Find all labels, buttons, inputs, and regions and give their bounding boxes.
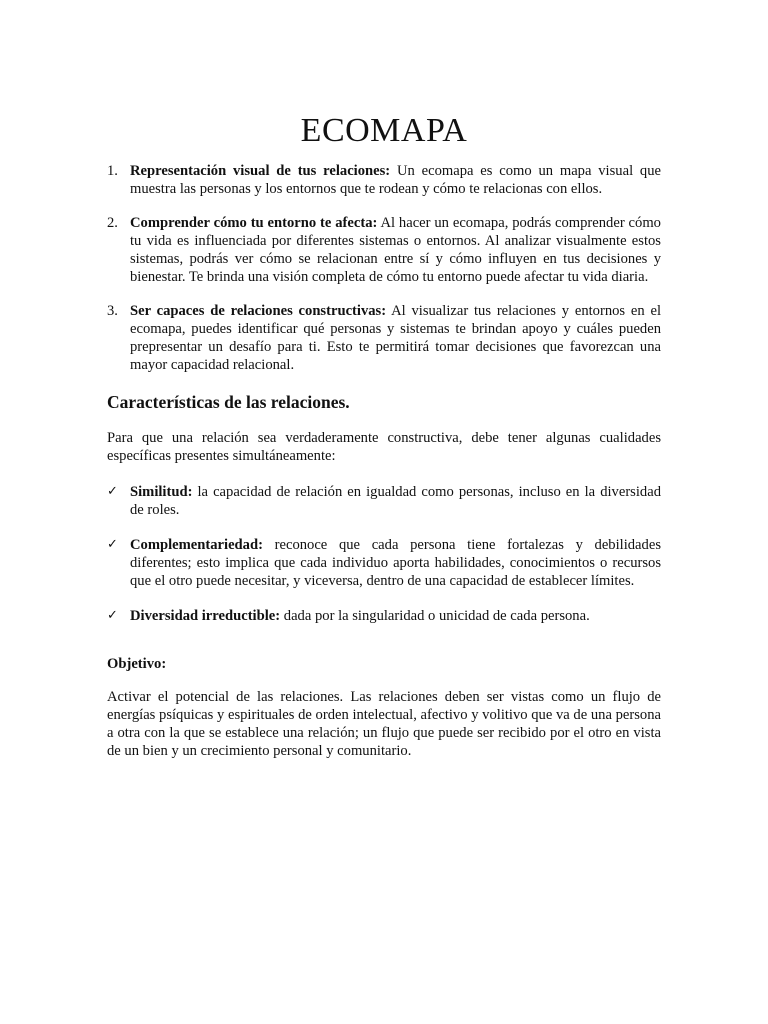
- list-number: 1.: [107, 163, 118, 179]
- check-item-lead: Similitud:: [130, 484, 193, 500]
- list-item-lead: Ser capaces de relaciones constructivas:: [130, 303, 387, 319]
- list-item-lead: Comprender cómo tu entorno te afecta:: [130, 215, 378, 231]
- objective-paragraph: Activar el potencial de las relaciones. Las relaciones deben ser vistas como un flujo de energías psíquicas y espirituales de orden intelectual, afectivo y volitivo que va de una persona a otra con la que se establece una relación; un flujo que puede ser recibido por el otro en vista de un bien y un crecimiento personal y comunitario.: [107, 689, 661, 759]
- check-item-lead: Diversidad irreductible:: [130, 608, 281, 624]
- check-item-text: reconoce que cada persona tiene fortalezas y debilidades diferentes; esto implica que cada individuo aporta habilidades, conocimientos o recursos que el otro puede necesitar, y viceversa, dentro de una capacidad de establecer límites.: [130, 537, 661, 589]
- list-item: [107, 302, 661, 374]
- check-item: [107, 483, 661, 519]
- list-item-text: Un ecomapa es como un mapa visual que muestra las personas y los entornos que te rodean y cómo te relacionas con ellos.: [130, 163, 661, 197]
- list-number: 3.: [107, 303, 118, 319]
- document-title: ECOMAPA: [300, 112, 468, 149]
- check-item: [107, 536, 661, 590]
- checkmark-icon: ✓: [107, 608, 118, 623]
- check-item-text: la capacidad de relación en igualdad como personas, incluso en la diversidad de roles.: [130, 484, 661, 518]
- intro-paragraph: Para que una relación sea verdaderamente constructiva, debe tener algunas cualidades específicas presentes simultáneamente:: [107, 430, 661, 464]
- checkmark-list: [107, 483, 661, 625]
- list-number: 2.: [107, 215, 118, 231]
- checkmark-icon: ✓: [107, 537, 118, 552]
- check-item: [107, 607, 661, 625]
- numbered-list: [107, 162, 661, 374]
- list-item-text: Al hacer un ecomapa, podrás comprender cómo tu vida es influenciada por diferentes sistemas o entornos. Al analizar visualmente estos sistemas, podrás ver cómo se relacionan entre sí y cómo influyen en tus decisiones y bienestar. Te brinda una visión completa de cómo tu entorno puede afectar tu vida diaria.: [130, 215, 661, 285]
- objective-heading: Objetivo:: [107, 656, 167, 672]
- check-item-text: dada por la singularidad o unicidad de cada persona.: [280, 608, 590, 624]
- check-item-lead: Complementariedad:: [130, 537, 263, 553]
- section-heading: Características de las relaciones.: [107, 392, 350, 412]
- list-item-lead: Representación visual de tus relaciones:: [130, 163, 391, 179]
- list-item: [107, 162, 661, 198]
- list-item-text: Al visualizar tus relaciones y entornos en el ecomapa, puedes identificar qué personas y sistemas te brindan apoyo y cuáles pueden prepresentar un desafío para ti. Esto te permitirá tomar decisiones que favorezcan una mayor capacidad relacional.: [130, 303, 661, 373]
- list-item: [107, 214, 661, 286]
- checkmark-icon: ✓: [107, 484, 118, 499]
